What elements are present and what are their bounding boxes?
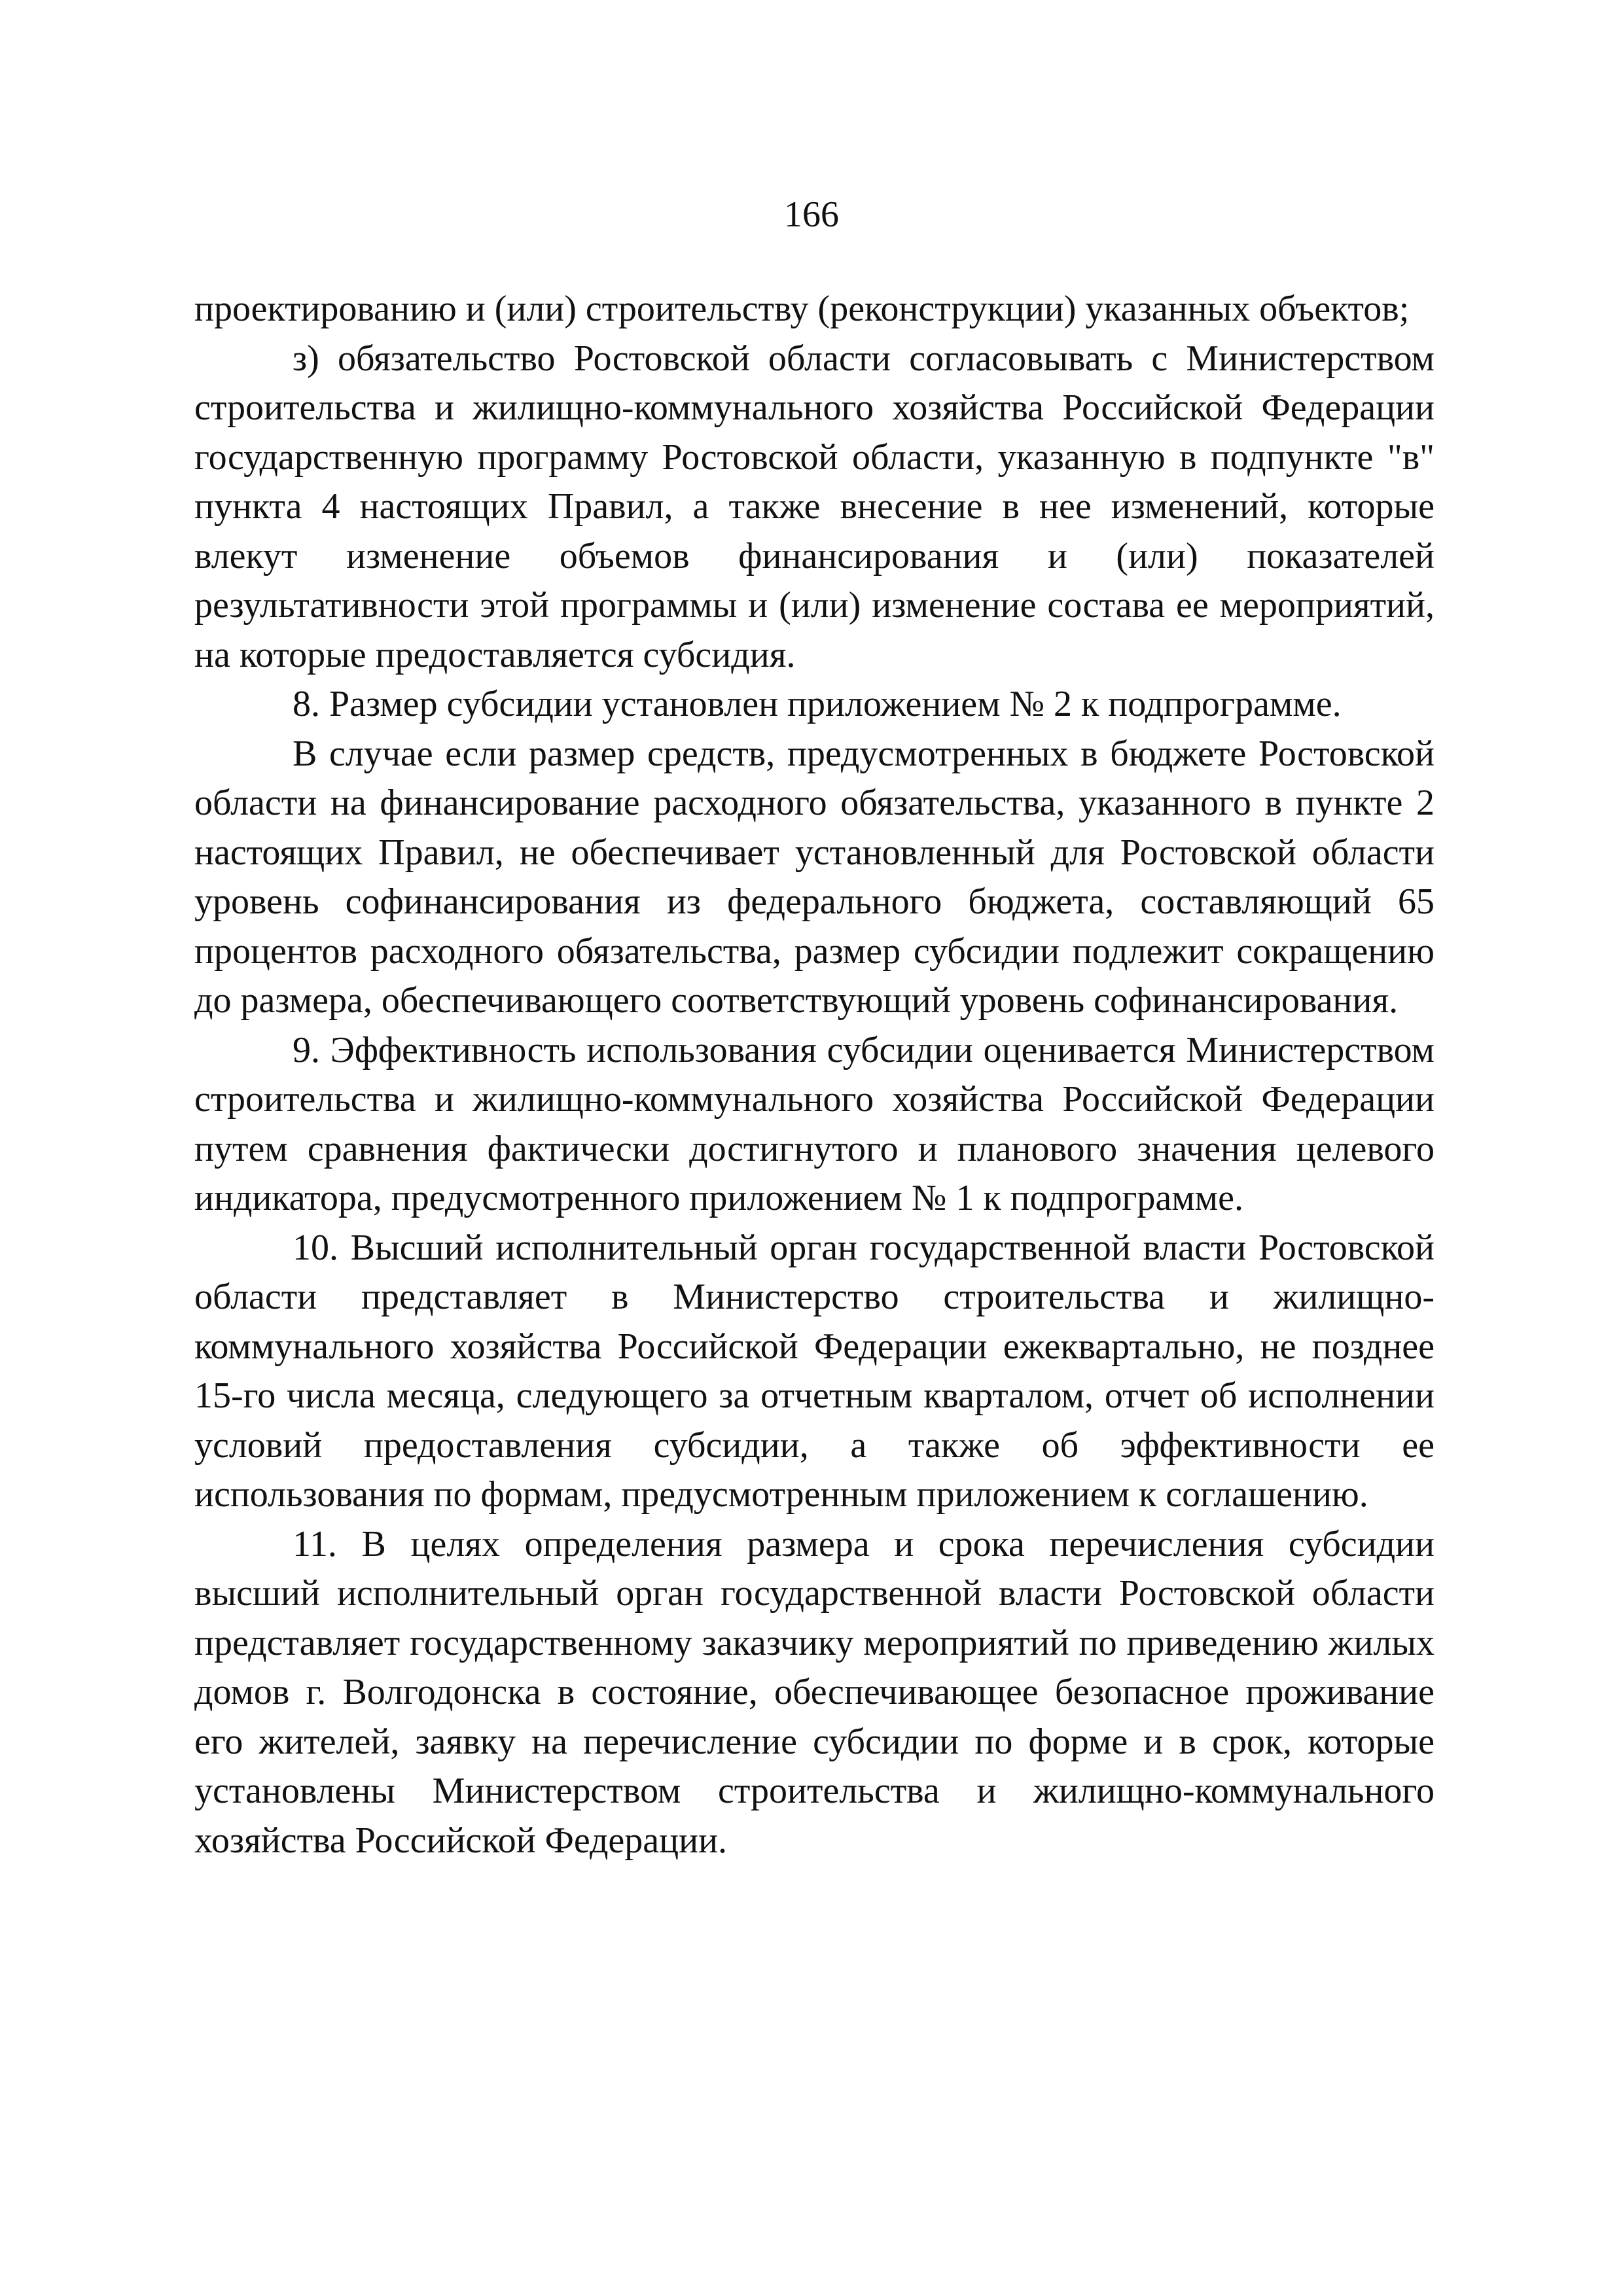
- paragraph-continuation: проектированию и (или) строительству (реконструкции) указанных объектов;: [194, 289, 1410, 329]
- page-number: 166: [784, 194, 839, 235]
- paragraph-item-9: 9. Эффективность использования субсидии оценивается Министерством строительства и жилищно-коммунального хозяйства Российской Федерации путем сравнения фактически достигнутого и планового значения целевого индикатора, предусмотренного приложением № 1 к подпрограмме.: [194, 1029, 1435, 1218]
- paragraph-item-10: 10. Высший исполнительный орган государственной власти Ростовской области представляет в Министерство строительства и жилищно-коммунального хозяйства Российской Федерации ежеквартально, не позднее 15-го числа месяца, следующего за отчетным кварталом, отчет об исполнении условий предоставления субсидии, а также об эффективности ее использования по формам, предусмотренным приложением к соглашению.: [194, 1227, 1435, 1515]
- paragraph-subitem-z: з) обязательство Ростовской области согласовывать с Министерством строительства и жилищно-коммунального хозяйства Российской Федерации государственную программу Ростовской области, указанную в подпункте "в" пункта 4 настоящих Правил, а также внесение в нее изменений, которые влекут изменение объемов финансирования и (или) показателей результативности этой программы и (или) изменение состава ее мероприятий, на которые предоставляется субсидия.: [194, 338, 1435, 675]
- paragraph-item-8-detail: В случае если размер средств, предусмотренных в бюджете Ростовской области на финансирование расходного обязательства, указанного в пункте 2 настоящих Правил, не обеспечивает установленный для Ростовской области уровень софинансирования из федерального бюджета, составляющий 65 процентов расходного обязательства, размер субсидии подлежит сокращению до размера, обеспечивающего соответствующий уровень софинансирования.: [194, 733, 1435, 1021]
- paragraph-item-11: 11. В целях определения размера и срока перечисления субсидии высший исполнительный орган государственной власти Ростовской области представляет государственному заказчику мероприятий по приведению жилых домов г. Волгодонска в состояние, обеспечивающее безопасное проживание его жителей, заявку на перечисление субсидии по форме и в срок, которые установлены Министерством строительства и жилищно-коммунального хозяйства Российской Федерации.: [194, 1523, 1435, 1861]
- paragraph-item-8: 8. Размер субсидии установлен приложением № 2 к подпрограмме.: [293, 684, 1342, 724]
- document-body: [194, 285, 1435, 1865]
